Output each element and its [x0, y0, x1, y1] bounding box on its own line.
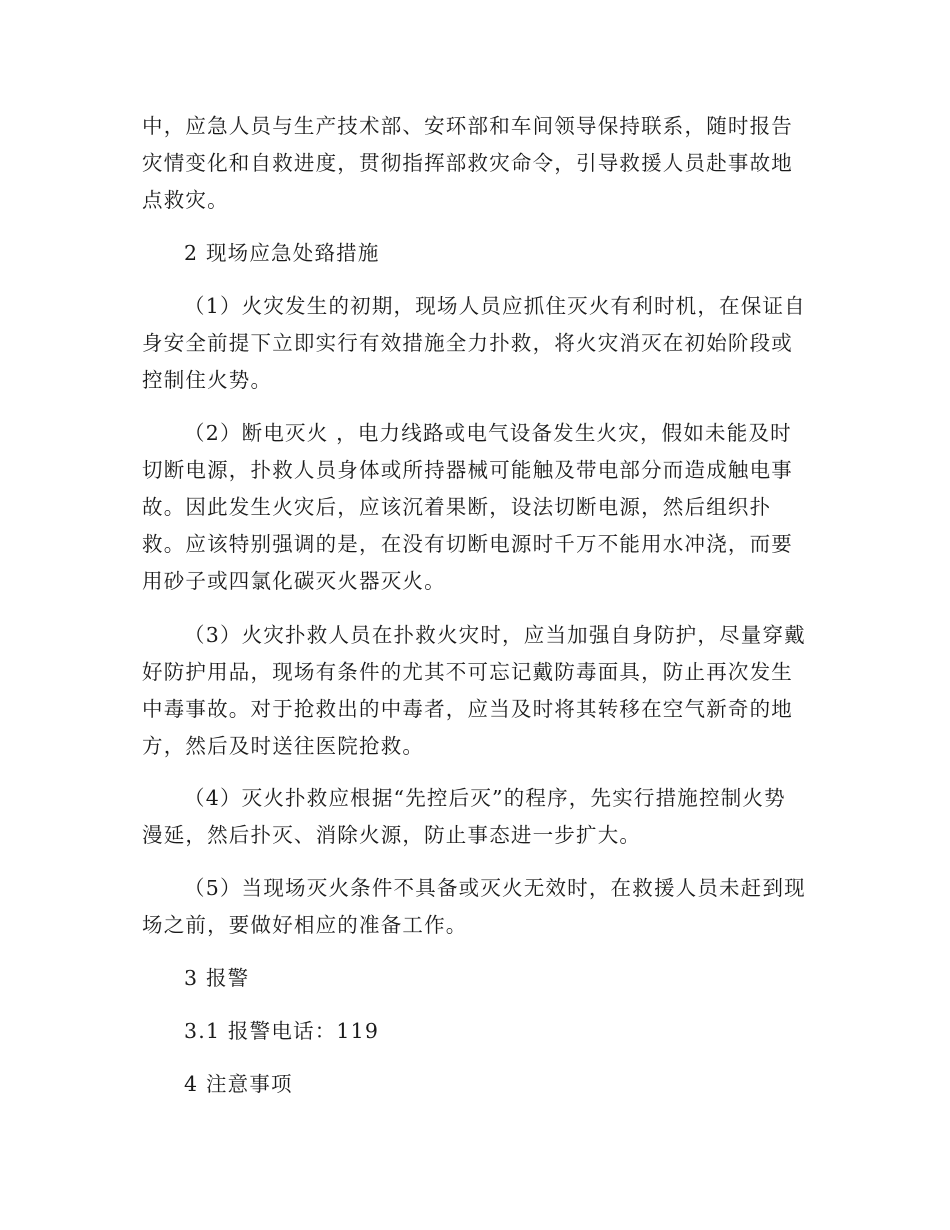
text-line: 方，然后及时送往医院抢救。 [142, 734, 425, 758]
section-heading: 3.1 报警电话：119 [184, 1019, 380, 1043]
text-line: 好防护用品，现场有条件的尤其不可忘记戴防毒面具，防止再次发生 [142, 660, 793, 684]
text-line: 漫延，然后扑灭、消除火源，防止事态进一步扩大。 [142, 823, 642, 847]
text-line: 场之前，要做好相应的准备工作。 [142, 913, 468, 937]
heading-section-3-1 [142, 1013, 810, 1050]
text-line: 中，应急人员与生产技术部、安环部和车间领导保持联系，随时报告 [142, 114, 793, 138]
text-line: 身安全前提下立即实行有效措施全力扑救，将火灾消灭在初始阶段或 [142, 331, 793, 355]
paragraph-item-1 [142, 288, 810, 399]
text-line: 控制住火势。 [142, 368, 273, 392]
heading-section-4 [142, 1066, 810, 1103]
section-heading: 3 报警 [184, 966, 250, 990]
text-line: （4）灭火扑救应根据“先控后灭”的程序，先实行措施控制火势 [184, 786, 786, 810]
text-line: （2）断电灭火 ，电力线路或电气设备发生火灾，假如未能及时 [184, 421, 792, 445]
text-line: （1）火灾发生的初期，现场人员应抓住灭火有利时机，在保证自 [184, 294, 806, 318]
text-line: 用砂子或四氯化碳灭火器灭火。 [142, 569, 446, 593]
text-line: 点救灾。 [142, 188, 229, 212]
paragraph-item-4 [142, 780, 810, 854]
text-line: 中毒事故。对于抢救出的中毒者，应当及时将其转移在空气新奇的地 [142, 697, 793, 721]
paragraph-item-3 [142, 617, 810, 765]
heading-section-3 [142, 960, 810, 997]
section-heading: 4 注意事项 [184, 1072, 293, 1096]
paragraph-item-2 [142, 415, 810, 600]
text-line: 灾情变化和自救进度，贯彻指挥部救灾命令，引导救援人员赴事故地 [142, 151, 793, 175]
text-line: 切断电源，扑救人员身体或所持器械可能触及带电部分而造成触电事 [142, 458, 793, 482]
text-line: （3）火灾扑救人员在扑救火灾时，应当加强自身防护，尽量穿戴 [184, 623, 806, 647]
paragraph-item-5 [142, 870, 810, 944]
text-line: 故。因此发生火灾后，应该沉着果断，设法切断电源，然后组织扑 [142, 495, 772, 519]
paragraph-intro [142, 108, 810, 219]
heading-section-2 [142, 235, 810, 272]
section-heading: 2 现场应急处臵措施 [184, 241, 380, 265]
text-line: （5）当现场灭火条件不具备或灭火无效时，在救援人员未赶到现 [184, 876, 806, 900]
text-line: 救。应该特别强调的是，在没有切断电源时千万不能用水冲浇，而要 [142, 532, 793, 556]
